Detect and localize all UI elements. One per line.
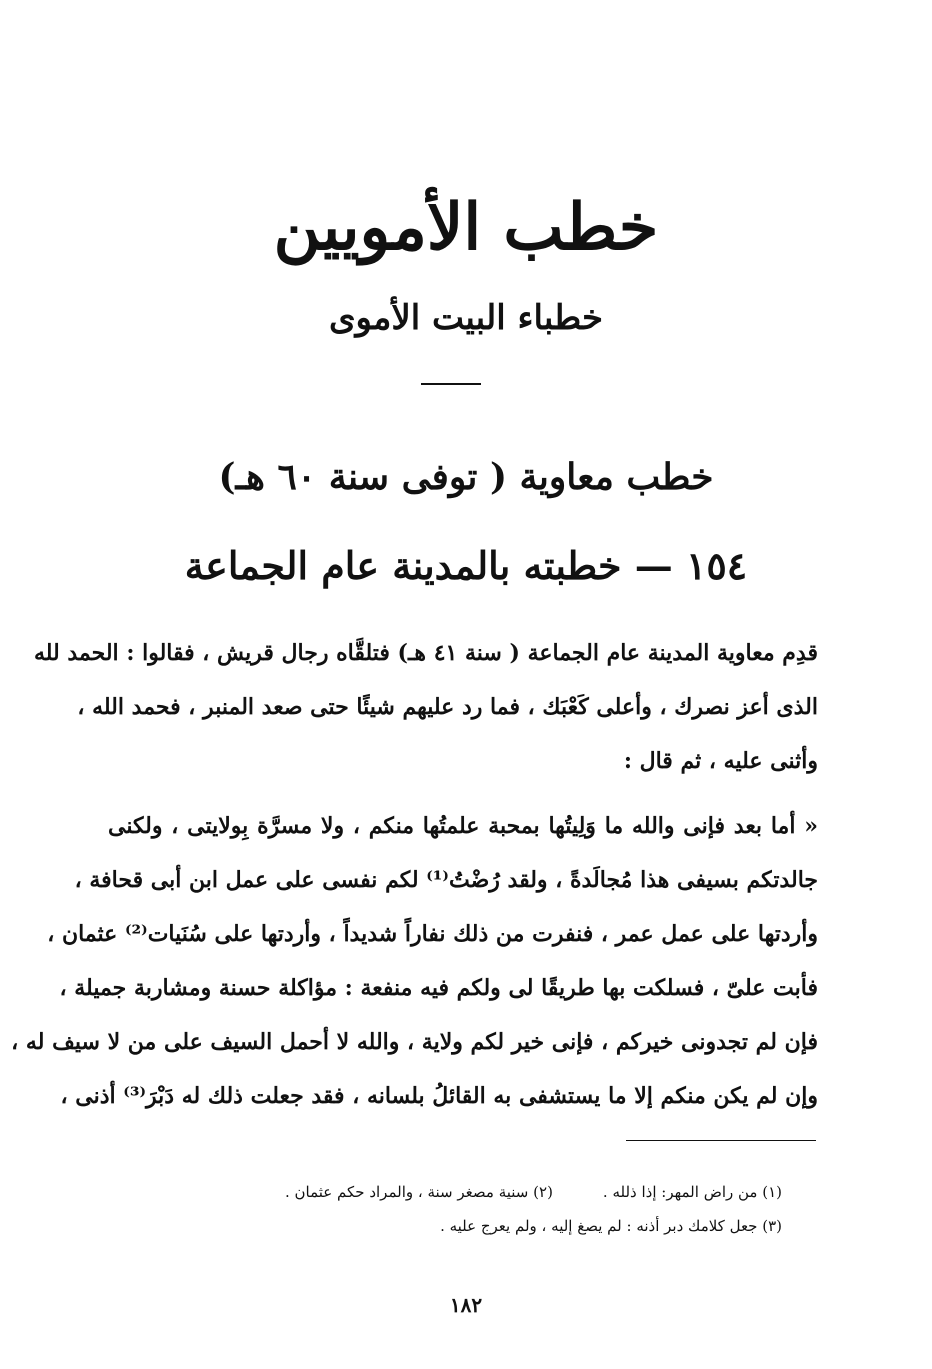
text-line: قدِم معاوية المدينة عام الجماعة ( سنة ٤١ هـ) فتلقَّاه رجال قريش ، فقالوا : الحمد لله [33, 640, 818, 666]
speech-paragraph [11, 799, 818, 1123]
footnote-row [182, 1175, 782, 1209]
text-line: وأثنى عليه ، ثم قال : [623, 748, 818, 774]
footnote-2: (٢) سنية مصغر سنة ، والمراد حكم عثمان . [284, 1183, 553, 1201]
speech-title: ١٥٤ — خطبته بالمدينة عام الجماعة [184, 543, 748, 588]
text-line: الذى أعز نصرك ، وأعلى كَعْبَك ، فما رد عليهم شيئًا حتى صعد المنبر ، فحمد الله ، [77, 694, 818, 720]
text-line: فإن لم تجدونى خيركم ، فإنى خير لكم ولاية ، والله لا أحمل السيف على من لا سيف له ، [11, 1029, 818, 1055]
footnote-1: (١) من راض المهر: إذا ذلله . [602, 1183, 782, 1201]
page-sub-title: خطباء البيت الأموى [328, 298, 604, 338]
footnote-row [182, 1209, 782, 1243]
text-line: جالدتكم بسيفى هذا مُجالَدةً ، ولقد رُضْتُ⁽¹⁾ لكم نفسى على عمل ابن أبى قحافة ، [74, 867, 818, 893]
text-line: « أما بعد فإنى والله ما وَلِيتُها بمحبة علمتُها منكم ، ولا مسرَّة بِولايتى ، ولكنى [108, 813, 818, 839]
footnote-divider [626, 1140, 816, 1141]
text-line: وأردتها على عمل عمر ، فنفرت من ذلك نفاراً شديداً ، وأردتها على سُنَيات⁽²⁾ عثمان ، [47, 921, 818, 947]
text-line: وإن لم يكن منكم إلا ما يستشفى به القائلُ بلسانه ، فقد جعلت ذلك له دَبْرَ⁽³⁾ أذنى ، [60, 1083, 818, 1109]
title-divider [421, 383, 481, 385]
footnote-3: (٣) جعل كلامك دبر أذنه : لم يصغ إليه ، ولم يعرج عليه . [440, 1217, 782, 1235]
page-main-title: خطب الأمويين [273, 190, 659, 265]
section-title: خطب معاوية ( توفى سنة ٦٠ هـ) [218, 456, 714, 498]
intro-paragraph [33, 626, 818, 788]
footnotes [182, 1175, 782, 1243]
text-line: فأبت علىّ ، فسلكت بها طريقًا لى ولكم فيه منفعة : مؤاكلة حسنة ومشاربة جميلة ، [59, 975, 818, 1001]
page-number: ١٨٢ [449, 1293, 483, 1317]
